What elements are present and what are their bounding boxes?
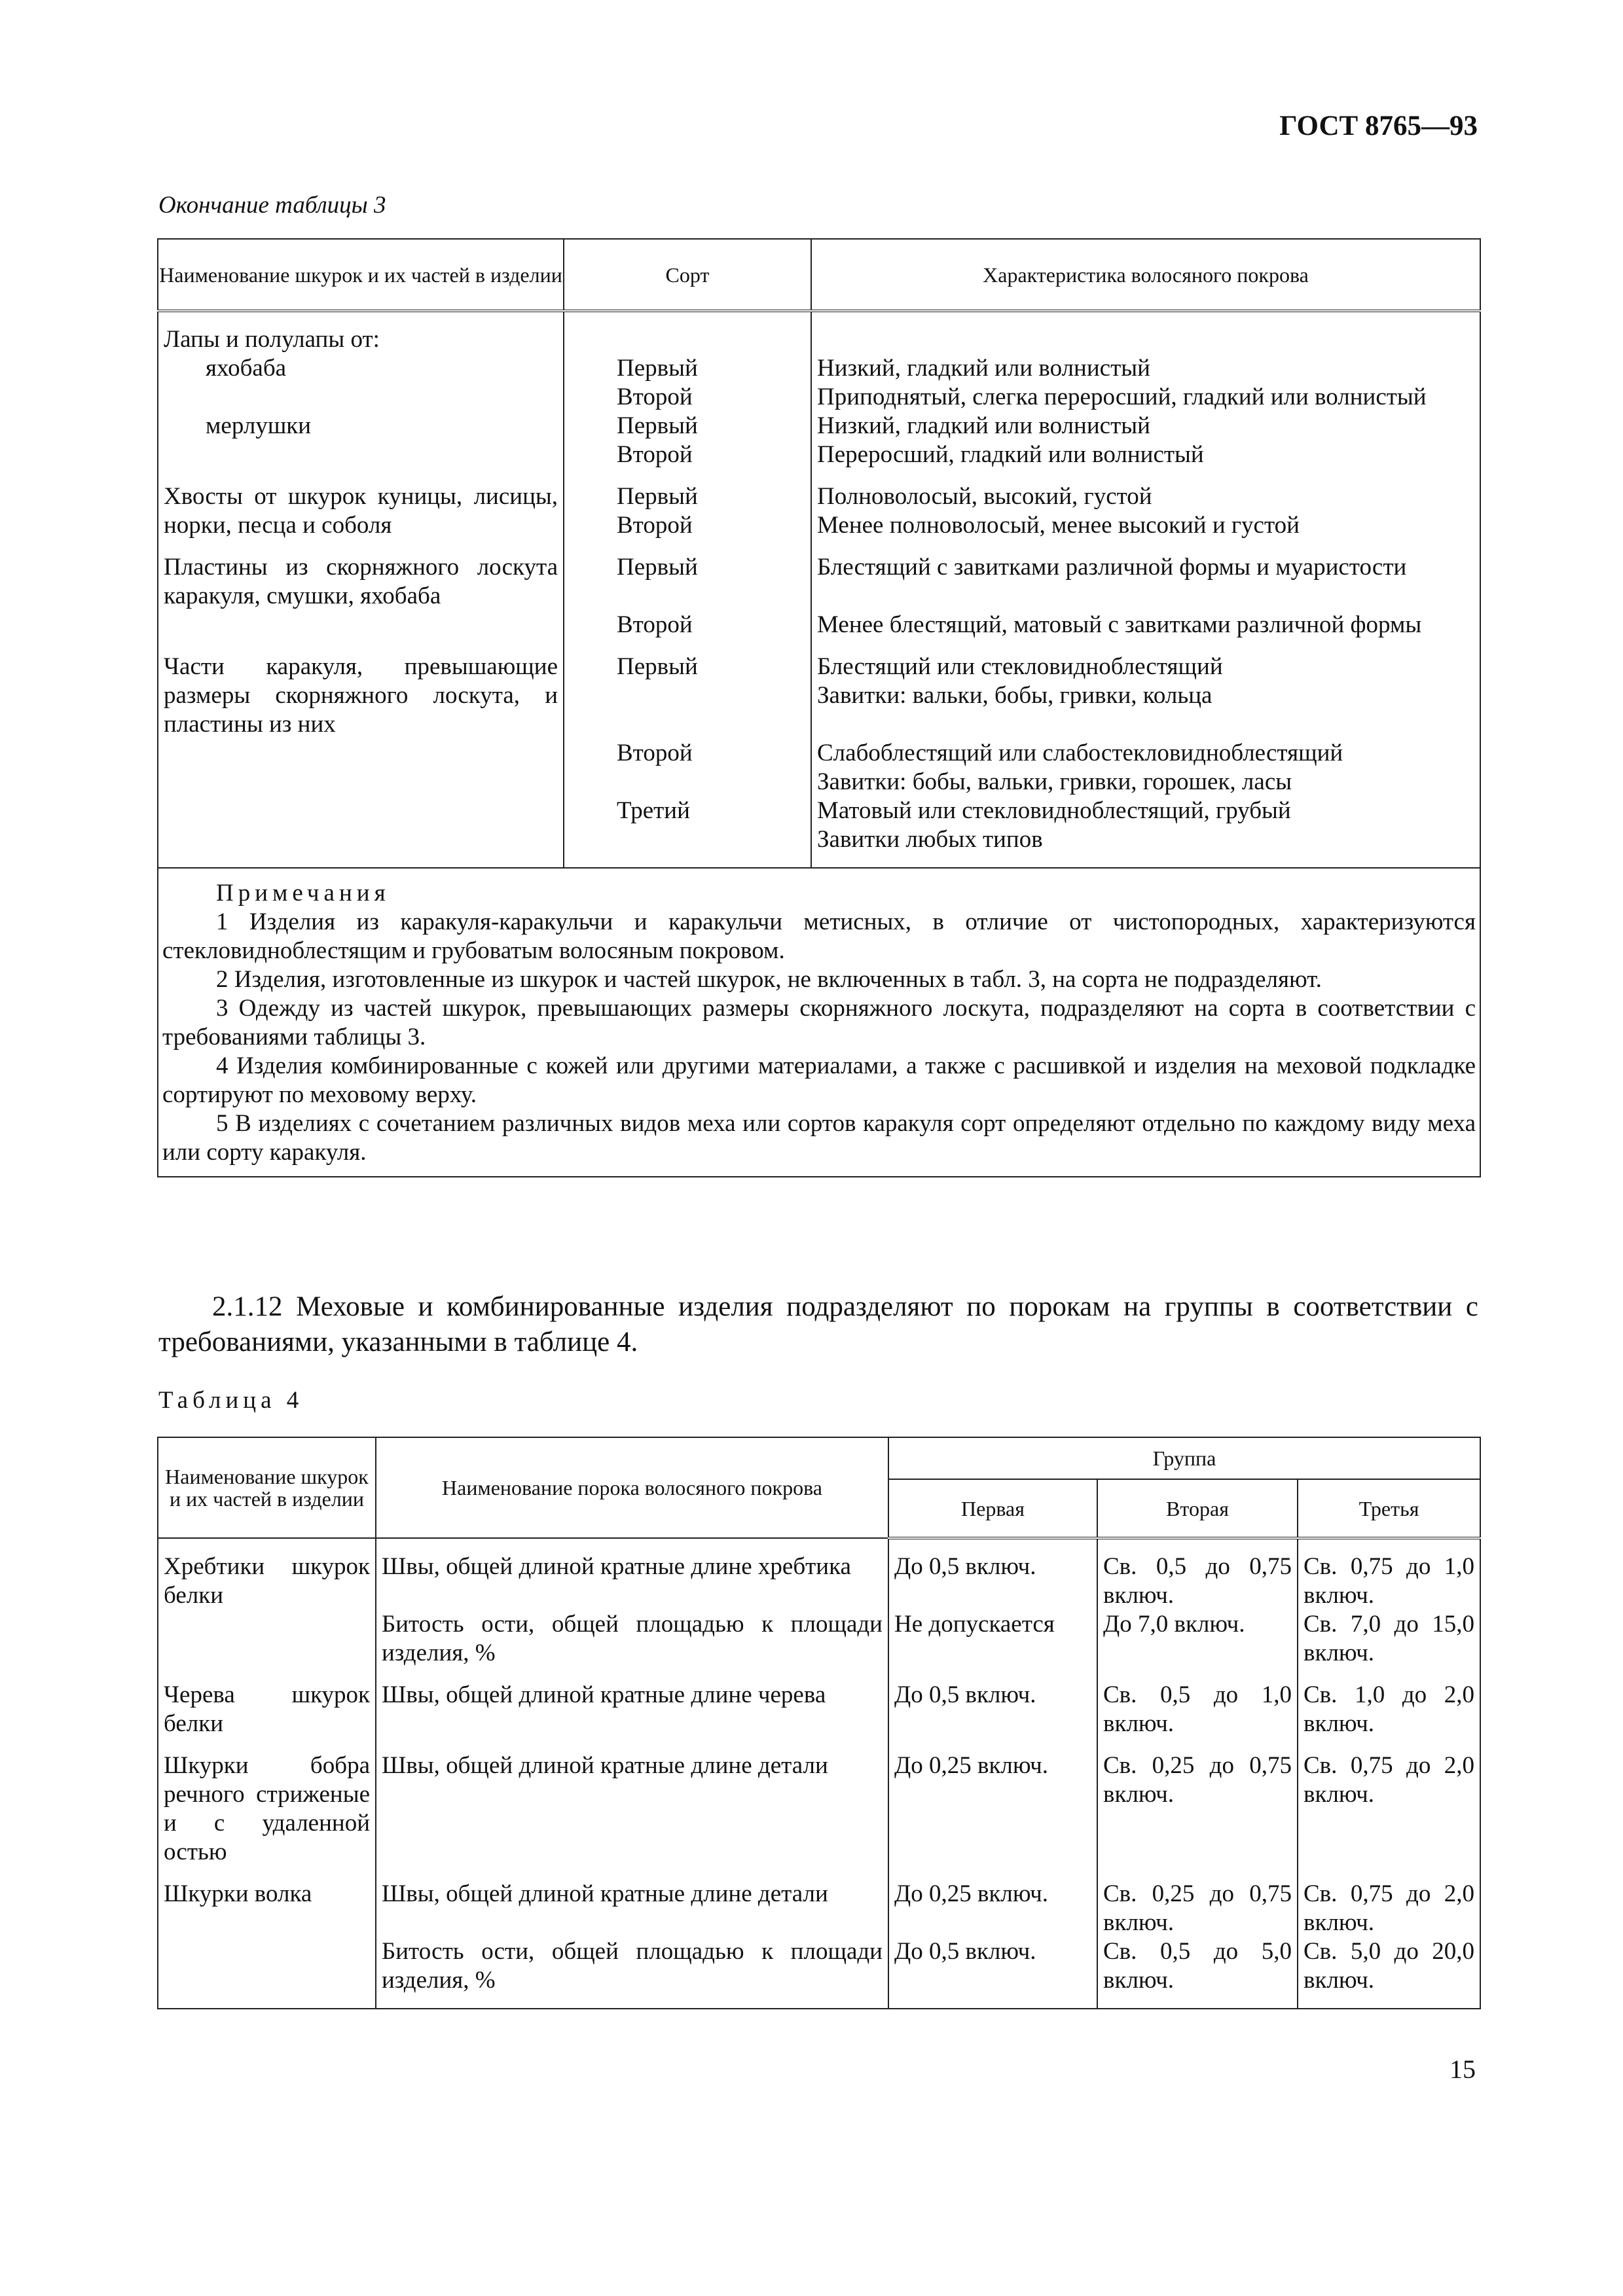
grade-cell: Первый (564, 653, 811, 739)
table-spacer-row (158, 469, 1480, 482)
item-name-cell: Черева шкурок белки (158, 1681, 376, 1738)
table-row (158, 1610, 1480, 1668)
spacer-cell (376, 1668, 888, 1681)
characteristic-cell: Приподнятый, слегка переросший, гладкий или волнистый (811, 383, 1480, 412)
characteristic-cell: Менее блестящий, матовый с завитками различной формы (811, 611, 1480, 639)
spacer-cell (888, 1738, 1097, 1751)
spacer-cell (1097, 1867, 1298, 1880)
characteristic-cell: Низкий, гладкий или волнистый (811, 354, 1480, 383)
group-second-cell: Св. 0,5 до 1,0 включ. (1097, 1681, 1298, 1738)
spacer-cell (564, 540, 811, 553)
table3-header-grade: Сорт (564, 239, 811, 311)
note-item: 4 Изделия комбинированные с кожей или другими материалами, а также с расшивкой и изделия на меховой подкладке сортируют по меховому верху. (162, 1052, 1476, 1108)
table-spacer-row (158, 1995, 1480, 2009)
spacer-cell (158, 311, 564, 325)
table-row (158, 1937, 1480, 1995)
spacer-cell (1298, 1738, 1480, 1751)
table4-header-group: Группа (888, 1437, 1480, 1479)
item-name-cell (158, 739, 564, 797)
group-third-cell: Св. 5,0 до 20,0 включ. (1298, 1937, 1480, 1995)
table4-header-second: Вторая (1097, 1479, 1298, 1538)
spacer-cell (158, 1867, 376, 1880)
spacer-cell (1298, 1538, 1480, 1552)
spacer-cell (564, 311, 811, 325)
group-second-cell: Св. 0,5 до 0,75 включ. (1097, 1552, 1298, 1610)
spacer-cell (1097, 1668, 1298, 1681)
item-name-cell (158, 440, 564, 469)
table-3 (157, 238, 1481, 1177)
defect-cell: Битость ости, общей площадью к площади изделия, % (376, 1937, 888, 1995)
table-row (158, 653, 1480, 739)
defect-cell: Швы, общей длиной кратные длине детали (376, 1880, 888, 1937)
group-third-cell: Св. 1,0 до 2,0 включ. (1298, 1681, 1480, 1738)
table3-body (158, 311, 1480, 1177)
item-name-cell: Шкурки волка (158, 1880, 376, 1937)
table-spacer-row (158, 1867, 1480, 1880)
table3-header-characteristic: Характеристика волосяного покрова (811, 239, 1480, 311)
group-first-cell: До 0,5 включ. (888, 1681, 1097, 1738)
table-row (158, 739, 1480, 797)
spacer-cell (1097, 1738, 1298, 1751)
spacer-cell (1298, 1995, 1480, 2009)
notes-row (158, 868, 1480, 1177)
spacer-cell (158, 1995, 376, 2009)
group-third-cell: Св. 0,75 до 1,0 включ. (1298, 1552, 1480, 1610)
spacer-cell (1097, 1995, 1298, 2009)
table-spacer-row (158, 1668, 1480, 1681)
group-third-cell: Св. 7,0 до 15,0 включ. (1298, 1610, 1480, 1668)
item-name-cell: Части каракуля, превышающие размеры скорняжного лоскута, и пластины из них (158, 653, 564, 739)
table-spacer-row (158, 540, 1480, 553)
grade-cell: Второй (564, 440, 811, 469)
grade-cell: Первый (564, 354, 811, 383)
item-name-cell: яхобаба (158, 354, 564, 383)
group-first-cell: До 0,5 включ. (888, 1552, 1097, 1610)
defect-cell: Швы, общей длиной кратные длине черева (376, 1681, 888, 1738)
table3-header-name: Наименование шкурок и их частей в изделии (158, 239, 564, 311)
table4-header-first: Первая (888, 1479, 1097, 1538)
table-row (158, 1751, 1480, 1867)
page-number: 15 (1450, 2054, 1476, 2084)
grade-cell: Второй (564, 611, 811, 639)
group-first-cell: До 0,5 включ. (888, 1937, 1097, 1995)
defect-cell: Швы, общей длиной кратные длине хребтика (376, 1552, 888, 1610)
table4-header-defect: Наименование порока волосяного покрова (376, 1437, 888, 1538)
characteristic-cell: Низкий, гладкий или волнистый (811, 412, 1480, 440)
section-paragraph: 2.1.12 Меховые и комбинированные изделия подразделяют по порокам на группы в соответствии с требованиями, указанными в таблице 4. (158, 1291, 1478, 1357)
note-item: 1 Изделия из каракуля-каракульчи и каракульчи метисных, в отличие от чистопородных, характеризуются стекловидноблестящим и грубоватым волосяным покровом. (162, 908, 1476, 964)
spacer-cell (564, 854, 811, 868)
group-second-cell: Св. 0,25 до 0,75 включ. (1097, 1751, 1298, 1867)
item-name-cell (158, 611, 564, 639)
characteristic-cell: Матовый или стекловидноблестящий, грубый Завитки любых типов (811, 797, 1480, 854)
note-item: 3 Одежду из частей шкурок, превышающих размеры скорняжного лоскута, подразделяют на сорта в соответствии с требованиями таблицы 3. (162, 995, 1476, 1050)
characteristic-cell (811, 325, 1480, 354)
grade-cell: Первый (564, 412, 811, 440)
spacer-cell (376, 1538, 888, 1552)
grade-cell: Второй (564, 739, 811, 797)
spacer-cell (811, 639, 1480, 653)
table3-caption: Окончание таблицы 3 (158, 192, 386, 219)
spacer-cell (564, 469, 811, 482)
item-name-cell: Хвосты от шкурок куницы, лисицы, норки, песца и соболя (158, 482, 564, 540)
table-4 (157, 1437, 1481, 2009)
table-spacer-row (158, 1538, 1480, 1552)
table-row (158, 383, 1480, 412)
spacer-cell (1298, 1668, 1480, 1681)
spacer-cell (888, 1867, 1097, 1880)
group-third-cell: Св. 0,75 до 2,0 включ. (1298, 1751, 1480, 1867)
table-row (158, 611, 1480, 639)
table4-body (158, 1538, 1480, 2009)
group-third-cell: Св. 0,75 до 2,0 включ. (1298, 1880, 1480, 1937)
item-name-cell (158, 383, 564, 412)
spacer-cell (811, 311, 1480, 325)
characteristic-cell: Блестящий или стекловидноблестящий Завитки: вальки, бобы, гривки, кольца (811, 653, 1480, 739)
table-spacer-row (158, 311, 1480, 325)
table-row (158, 1552, 1480, 1610)
item-name-cell: Шкурки бобра речного стриженые и с удаленной остью (158, 1751, 376, 1867)
spacer-cell (811, 469, 1480, 482)
notes-title: Примечания (216, 880, 390, 906)
grade-cell: Третий (564, 797, 811, 854)
characteristic-cell: Переросший, гладкий или волнистый (811, 440, 1480, 469)
table-spacer-row (158, 639, 1480, 653)
defect-cell: Швы, общей длиной кратные длине детали (376, 1751, 888, 1867)
spacer-cell (158, 1668, 376, 1681)
group-second-cell: Св. 0,5 до 5,0 включ. (1097, 1937, 1298, 1995)
grade-cell (564, 325, 811, 354)
spacer-cell (376, 1738, 888, 1751)
item-name-cell: Пластины из скорняжного лоскута каракуля, смушки, яхобаба (158, 553, 564, 611)
spacer-cell (564, 639, 811, 653)
characteristic-cell: Слабоблестящий или слабостекловидноблестящий Завитки: бобы, вальки, гривки, горошек, ласы (811, 739, 1480, 797)
item-name-cell: Лапы и полулапы от: (158, 325, 564, 354)
item-name-cell (158, 1937, 376, 1995)
item-name-cell (158, 797, 564, 854)
group-first-cell: До 0,25 включ. (888, 1880, 1097, 1937)
spacer-cell (888, 1538, 1097, 1552)
grade-cell: Первый (564, 553, 811, 611)
item-name-cell: мерлушки (158, 412, 564, 440)
group-first-cell: Не допускается (888, 1610, 1097, 1668)
grade-cell: Второй (564, 383, 811, 412)
table-row (158, 797, 1480, 854)
group-second-cell: До 7,0 включ. (1097, 1610, 1298, 1668)
spacer-cell (376, 1867, 888, 1880)
table4-caption: Таблица 4 (158, 1387, 304, 1414)
spacer-cell (158, 540, 564, 553)
spacer-cell (888, 1668, 1097, 1681)
table-row (158, 553, 1480, 611)
document-header: ГОСТ 8765—93 (1279, 111, 1478, 141)
spacer-cell (1097, 1538, 1298, 1552)
characteristic-cell: Полноволосый, высокий, густой Менее полноволосый, менее высокий и густой (811, 482, 1480, 540)
item-name-cell: Хребтики шкурок белки (158, 1552, 376, 1610)
defect-cell: Битость ости, общей площадью к площади изделия, % (376, 1610, 888, 1668)
group-first-cell: До 0,25 включ. (888, 1751, 1097, 1867)
table4-header-name: Наименование шкурок и их частей в изделии (158, 1437, 376, 1538)
grade-cell: Первый Второй (564, 482, 811, 540)
table-row (158, 354, 1480, 383)
table-row (158, 440, 1480, 469)
table-spacer-row (158, 854, 1480, 868)
table-row (158, 1880, 1480, 1937)
table-row (158, 412, 1480, 440)
spacer-cell (158, 639, 564, 653)
table-row (158, 325, 1480, 354)
spacer-cell (158, 1538, 376, 1552)
table-row (158, 1681, 1480, 1738)
table-spacer-row (158, 1738, 1480, 1751)
spacer-cell (811, 540, 1480, 553)
group-second-cell: Св. 0,25 до 0,75 включ. (1097, 1880, 1298, 1937)
notes-cell (158, 868, 1480, 1177)
item-name-cell (158, 1610, 376, 1668)
spacer-cell (158, 469, 564, 482)
spacer-cell (811, 854, 1480, 868)
spacer-cell (158, 854, 564, 868)
spacer-cell (1298, 1867, 1480, 1880)
spacer-cell (376, 1995, 888, 2009)
table4-header-third: Третья (1298, 1479, 1480, 1538)
characteristic-cell: Блестящий с завитками различной формы и муаристости (811, 553, 1480, 611)
note-item: 5 В изделиях с сочетанием различных видов меха или сортов каракуля сорт определяют отдельно по каждому виду меха или сорту каракуля. (162, 1110, 1476, 1166)
note-item: 2 Изделия, изготовленные из шкурок и частей шкурок, не включенных в табл. 3, на сорта не подразделяют. (216, 966, 1322, 993)
spacer-cell (888, 1995, 1097, 2009)
spacer-cell (158, 1738, 376, 1751)
table-row (158, 482, 1480, 540)
